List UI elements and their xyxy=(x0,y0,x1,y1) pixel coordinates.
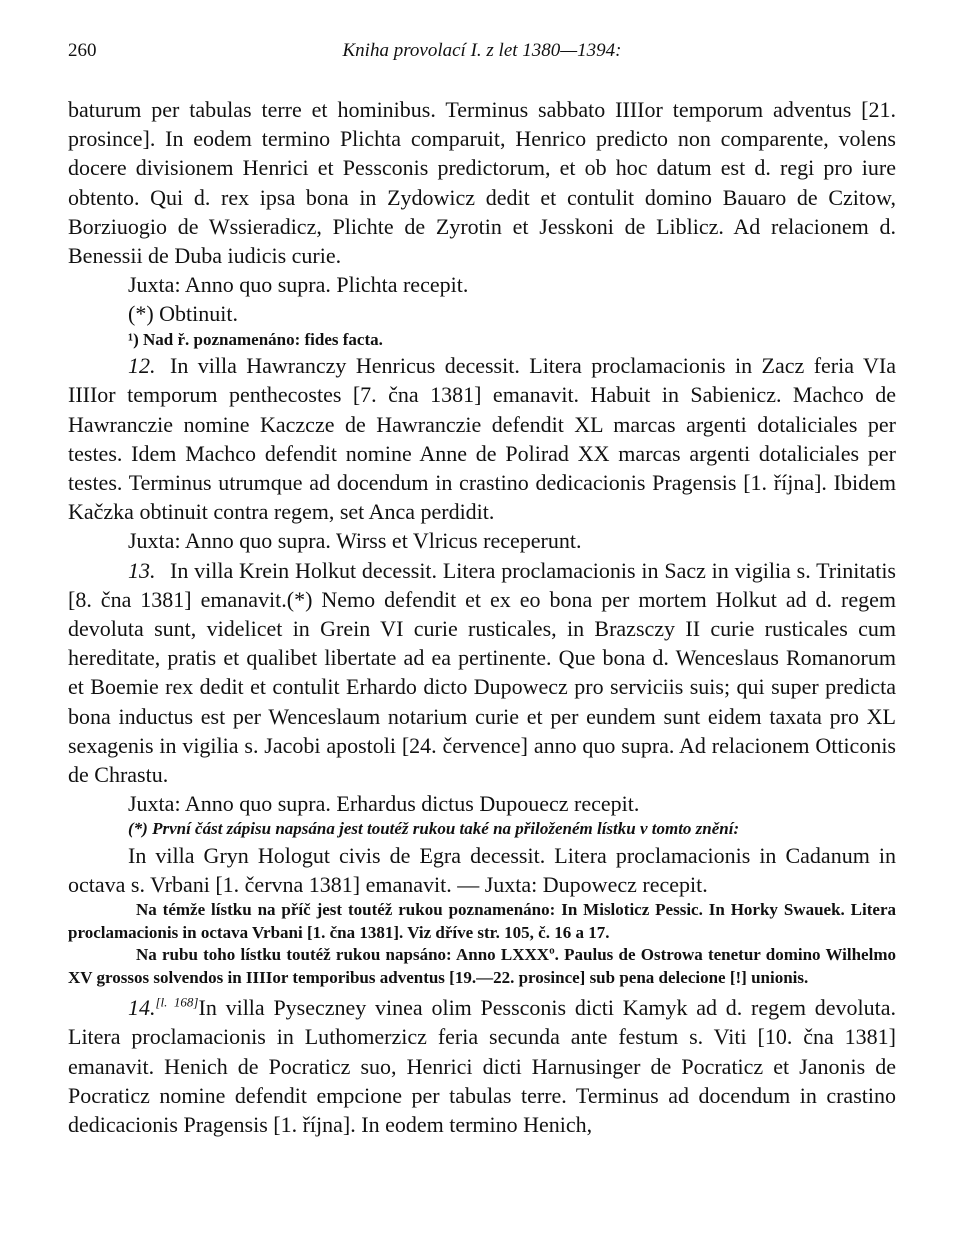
obtinuit-line: (*) Obtinuit. xyxy=(128,301,238,327)
entry-text: In villa Pyseczney vinea olim Pessconis dicti Kamyk ad d. regem devoluta. Litera proclamacionis in Luthomerzicz feria secunda ante festum s. Viti [10. čna 1381] emanavit. Henich de Pocraticz suo, Henrici dicti Harnusinger de Pocraticz et Janonis de Pocraticz nomine defendit empcione per tabulas terre. Terminus ad docendum in crastino dedicacionis Pragensis [1. října]. In eodem termino Henich, xyxy=(68,995,896,1138)
folio-reference: [l. 168] xyxy=(155,994,199,1010)
star-note: (*) První část zápisu napsána jest toutéž rukou také na přiloženém lístku v tomto znění: xyxy=(128,819,740,839)
entry-number: 14. xyxy=(128,995,156,1021)
entry-text: In villa Krein Holkut decessit. Litera proclamacionis in Sacz in vigilia s. Trinitatis [8. čna 1381] emanavit.(*) Nemo defendit et ex eo bona per mortem Holkut ad d. regem devoluta sunt, videlicet in Grein VI curie rusticales, in Brazsczy II curie rusticales cum hereditate, pratis et qualibet libertate ad ea pertinente. Que bona d. Wenceslaus Romanorum et Boemie rex dedit et contulit Erhardo dicto Dupowecz pro serviciis suis; qui super predicta bona inductus est per Wenceslaum notarium curie et per eundem sunt eidem taxata pro XL sexagenis in vigilia s. Jacobi apostoli [24. července] anno quo supra. Ad relacionem Otticonis de Chrastu. xyxy=(68,557,896,787)
page-number: 260 xyxy=(68,40,97,61)
entry-12 xyxy=(68,351,896,526)
entry-number: 13. xyxy=(128,557,156,583)
juxta-line: Juxta: Anno quo supra. Erhardus dictus Dupouecz recepit. xyxy=(128,791,640,817)
footnote-line: ¹) Nad ř. poznamenáno: fides facta. xyxy=(128,329,383,349)
juxta-line: Juxta: Anno quo supra. Plichta recepit. xyxy=(128,272,469,298)
entry-13 xyxy=(68,556,896,790)
entry-number: 12. xyxy=(128,353,156,379)
paragraph-continued: baturum per tabulas terre et hominibus. Terminus sabbato IIIIor temporum adventus [21. prosince]. In eodem termino Plichta comparuit, Henrico predicto non comparente, volens docere divisionem Henrici et Pessconis predictorum, et ob hoc datum est d. regi pro iure obtento. Qui d. rex ipsa bona in Zydowicz dedit et contulit domino Bauaro de Czitow, Borziuogio de Wssieradicz, Plichte de Zyrotin et Jesskoni de Liblicz. Ad relacionem d. Benessii de Duba iudicis curie. xyxy=(68,97,896,269)
running-title: Kniha provolací I. z let 1380—1394: xyxy=(342,40,622,61)
juxta-line: Juxta: Anno quo supra. Wirss et Vlricus receperunt. xyxy=(128,528,582,554)
document-page xyxy=(68,40,896,1139)
gryn-paragraph: In villa Gryn Hologut civis de Egra decessit. Litera proclamacionis in Cadanum in octava s. Vrbani [1. června 1381] emanavit. — Juxta: Dupowecz recepit. xyxy=(68,842,896,898)
entry-14 xyxy=(68,993,896,1139)
entry-text: In villa Hawranczy Henricus decessit. Litera proclamacionis in Zacz feria VIa IIIIor temporum penthecostes [7. čna 1381] emanavit. Habuit in Sabienicz. Machco de Hawranczie nomine Kaczcze de Hawranczie defendit XL marcas argenti dotaliciales per testes. Idem Machco defendit nomine Anne de Polirad XX marcas argenti dotaliciales per testes. Terminus utrumque ad docendum in crastino dedicacionis Pragensis [1. října]. Ibidem Kačzka obtinuit contra regem, set Anca perdidit. xyxy=(68,353,896,525)
page-header xyxy=(68,40,896,70)
small-note-2: Na rubu toho lístku toutéž rukou napsáno: Anno LXXXº. Paulus de Ostrowa tenetur domino Wilhelmo XV grossos solvendos in IIIIor temporibus adventus [19.—22. prosince] sub pena delecione [!] unionis. xyxy=(68,945,896,987)
small-note-1: Na témže lístku na příč jest toutéž rukou poznamenáno: In Misloticz Pessic. In Horky Swauek. Litera proclamacionis in octava Vrbani [1. čna 1381]. Viz dříve str. 105, č. 16 a 17. xyxy=(68,900,896,942)
